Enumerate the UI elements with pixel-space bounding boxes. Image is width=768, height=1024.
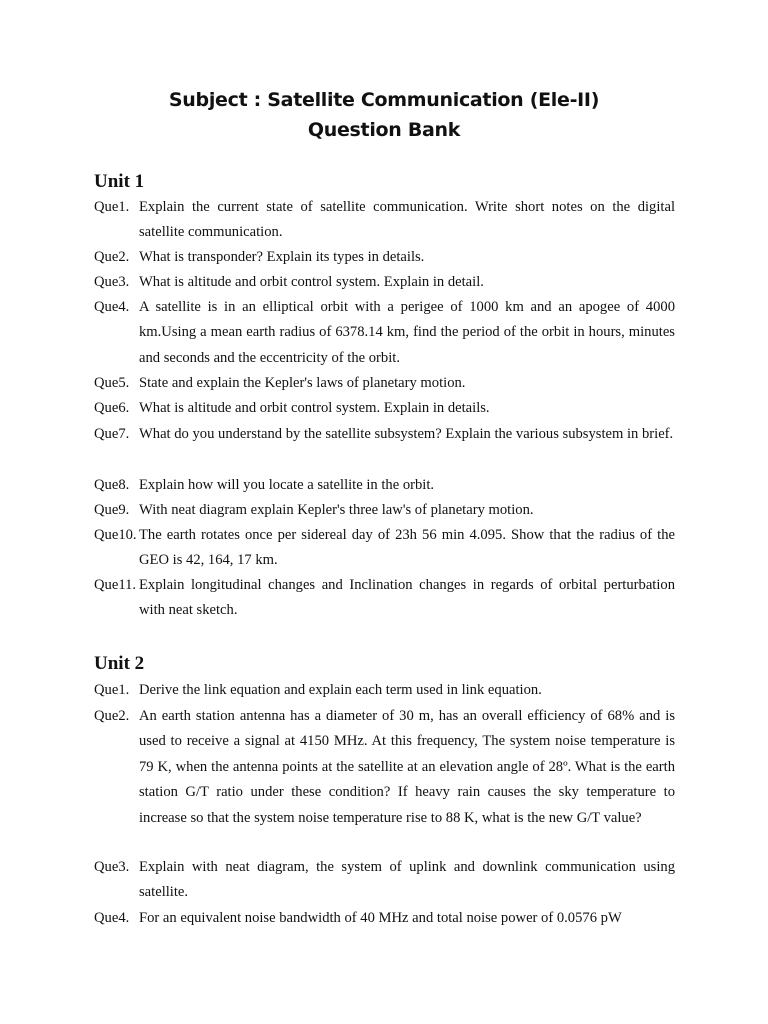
question-number: Que2. (94, 708, 130, 724)
question-text: Explain with neat diagram, the system of uplink and downlink communication using satellite. (139, 859, 675, 901)
question-number: Que2. (94, 249, 130, 265)
question-item (94, 523, 675, 574)
question-text: The earth rotates once per sidereal day of 23h 56 min 4.095. Show that the radius of the GEO is 42, 164, 17 km. (139, 527, 675, 569)
unit-heading: Unit 2 (94, 653, 145, 674)
question-item (94, 855, 675, 906)
question-item (94, 498, 675, 523)
question-text: An earth station antenna has a diameter of 30 m, has an overall efficiency of 68% and is used to receive a signal at 4150 MHz. At this frequency, The system noise temperature is 79 K, when the antenna points at the satellite at an elevation angle of 28º. What is the earth station G/T ratio under these condition? If heavy rain causes the sky temperature to increase so that the system noise temperature rise to 88 K, what is the new G/T value? (139, 708, 675, 826)
question-item (94, 195, 675, 246)
question-text: Derive the link equation and explain each term used in link equation. (139, 682, 542, 698)
question-item (94, 270, 675, 295)
question-item (94, 245, 675, 270)
question-number: Que4. (94, 299, 130, 315)
question-text: What is transponder? Explain its types in details. (139, 249, 425, 265)
question-number: Que3. (94, 859, 130, 875)
question-item (94, 396, 675, 421)
question-number: Que3. (94, 274, 130, 290)
question-item (94, 473, 675, 498)
question-item (94, 422, 675, 447)
question-item (94, 573, 675, 624)
question-text: What is altitude and orbit control system. Explain in detail. (139, 274, 484, 290)
question-number: Que1. (94, 199, 130, 215)
question-item (94, 371, 675, 396)
question-number: Que9. (94, 502, 130, 518)
document-title: Subject : Satellite Communication (Ele-II) (168, 89, 600, 111)
question-number: Que10. (94, 527, 137, 543)
document-subtitle: Question Bank (307, 119, 461, 141)
question-number: Que7. (94, 426, 130, 442)
question-text: What is altitude and orbit control system. Explain in details. (139, 400, 490, 416)
question-number: Que6. (94, 400, 130, 416)
unit-heading: Unit 1 (94, 171, 145, 192)
question-text: Explain how will you locate a satellite in the orbit. (139, 477, 435, 493)
question-text: Explain longitudinal changes and Inclination changes in regards of orbital perturbation with neat sketch. (139, 577, 675, 619)
question-item (94, 906, 675, 931)
question-text: For an equivalent noise bandwidth of 40 MHz and total noise power of 0.0576 pW (139, 910, 622, 926)
question-text: Explain the current state of satellite communication. Write short notes on the digital satellite communication. (139, 199, 675, 241)
question-text: A satellite is in an elliptical orbit with a perigee of 1000 km and an apogee of 4000 km.Using a mean earth radius of 6378.14 km, find the period of the orbit in hours, minutes and seconds and the eccentricity of the orbit. (139, 299, 675, 366)
question-number: Que1. (94, 682, 130, 698)
question-item (94, 704, 675, 831)
question-number: Que4. (94, 910, 130, 926)
question-item (94, 678, 675, 703)
question-text: With neat diagram explain Kepler's three law's of planetary motion. (139, 502, 534, 518)
question-number: Que11. (94, 577, 137, 593)
question-text: State and explain the Kepler's laws of planetary motion. (139, 375, 466, 391)
question-item (94, 295, 675, 371)
question-number: Que5. (94, 375, 130, 391)
question-text: What do you understand by the satellite subsystem? Explain the various subsystem in brief. (139, 426, 674, 442)
question-number: Que8. (94, 477, 130, 493)
